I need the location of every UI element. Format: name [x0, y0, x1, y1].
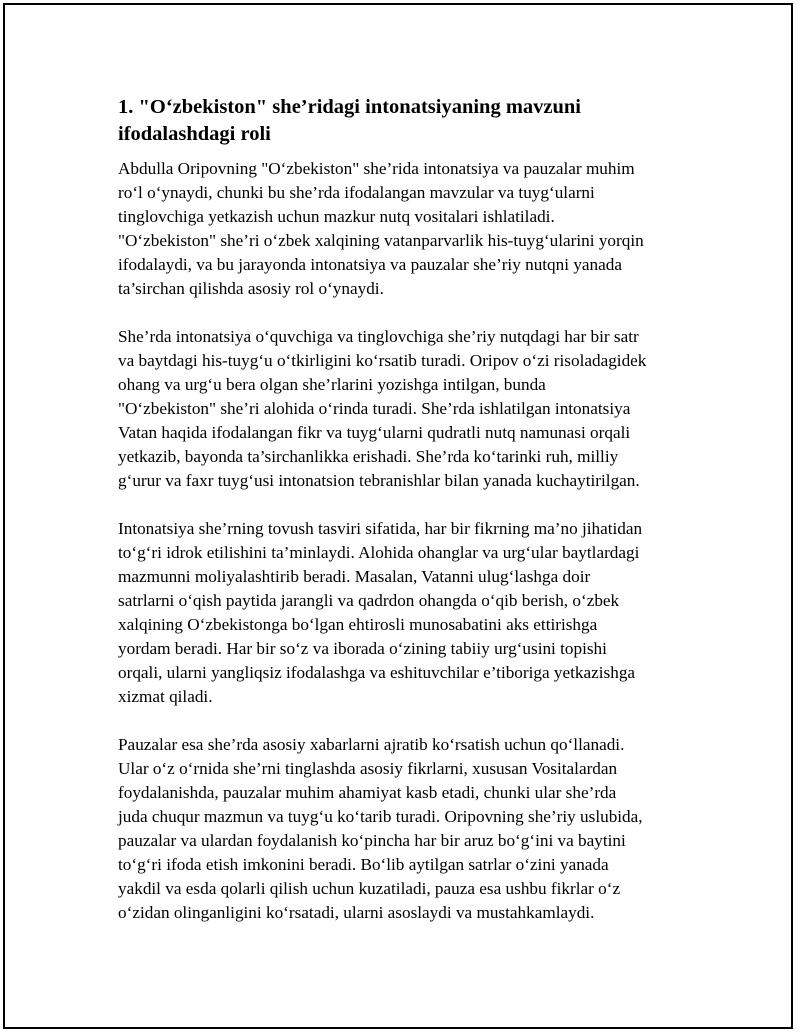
paragraph-intonation: She’rda intonatsiya o‘quvchiga va tinglovchiga she’riy nutqdagi har bir satr va baytdagi his-tuyg‘u o‘tkirligini ko‘rsatib turadi. Oripov o‘zi risoladagidek ohang va urg‘u bera olgan she’rlarini yozishga intilgan, bunda "O‘zbekiston" she’ri alohida o‘rinda turadi. She’rda ishlatilgan intonatsiya Vatan haqida ifodalangan fikr va tuyg‘ularni qudratli nutq namunasi orqali yetkazib, bayonda ta’sirchanlikka erishadi. She’rda ko‘tarinki ruh, milliy g‘urur va faxr tuyg‘usi intonatsion tebranishlar bilan yanada kuchaytirilgan.	[118, 327, 647, 490]
paragraph-intro: Abdulla Oripovning "O‘zbekiston" she’rida intonatsiya va pauzalar muhim ro‘l o‘ynaydi, chunki bu she’rda ifodalangan mavzular va tuyg‘ularni tinglovchiga yetkazish uchun mazkur nutq vositalari ishlatiladi. "O‘zbekiston" she’ri o‘zbek xalqining vatanparvarlik his-tuyg‘ularini yorqin ifodalaydi, va bu jarayonda intonatsiya va pauzalar she’riy nutqni yanada ta’sirchan qilishda asosiy rol o‘ynaydi.	[118, 159, 644, 298]
document-body	[118, 94, 718, 949]
paragraph-pauses: Pauzalar esa she’rda asosiy xabarlarni ajratib ko‘rsatish uchun qo‘llanadi. Ular o‘z o‘rnida she’rni tinglashda asosiy fikrlarni, xususan Vositalardan foydalanishda, pauzalar muhim ahamiyat kasb etadi, chunki ular she’rda juda chuqur mazmun va tuyg‘u ko‘tarib turadi. Oripovning she’riy uslubida, pauzalar va ulardan foydalanish ko‘pincha har bir aruz bo‘g‘ini va baytini to‘g‘ri ifoda etish imkonini beradi. Bo‘lib aytilgan satrlar o‘zini yanada yakdil va esda qolarli qilish uchun kuzatiladi, pauza esa ushbu fikrlar o‘z o‘zidan olinganligini ko‘rsatadi, ularni asoslaydi va mustahkamlaydi.	[118, 735, 643, 922]
paragraph-sound-image: Intonatsiya she’rning tovush tasviri sifatida, har bir fikrning ma’no jihatidan to‘g‘ri idrok etilishini ta’minlaydi. Alohida ohanglar va urg‘ular baytlardagi mazmunni moliyalashtirib beradi. Masalan, Vatanni ulug‘lashga doir satrlarni o‘qish paytida jarangli va qadrdon ohangda o‘qib berish, o‘zbek xalqining O‘zbekistonga bo‘lgan ehtirosli munosabatini aks ettirishga yordam beradi. Har bir so‘z va iborada o‘zining tabiiy urg‘usini topishi orqali, ularni yangliqsiz ifodalashga va eshituvchilar e’tiboriga yetkazishga xizmat qiladi.	[118, 519, 643, 706]
section-heading: 1. "O‘zbekiston" she’ridagi intonatsiyaning mavzuni ifodalashdagi roli	[118, 96, 582, 145]
